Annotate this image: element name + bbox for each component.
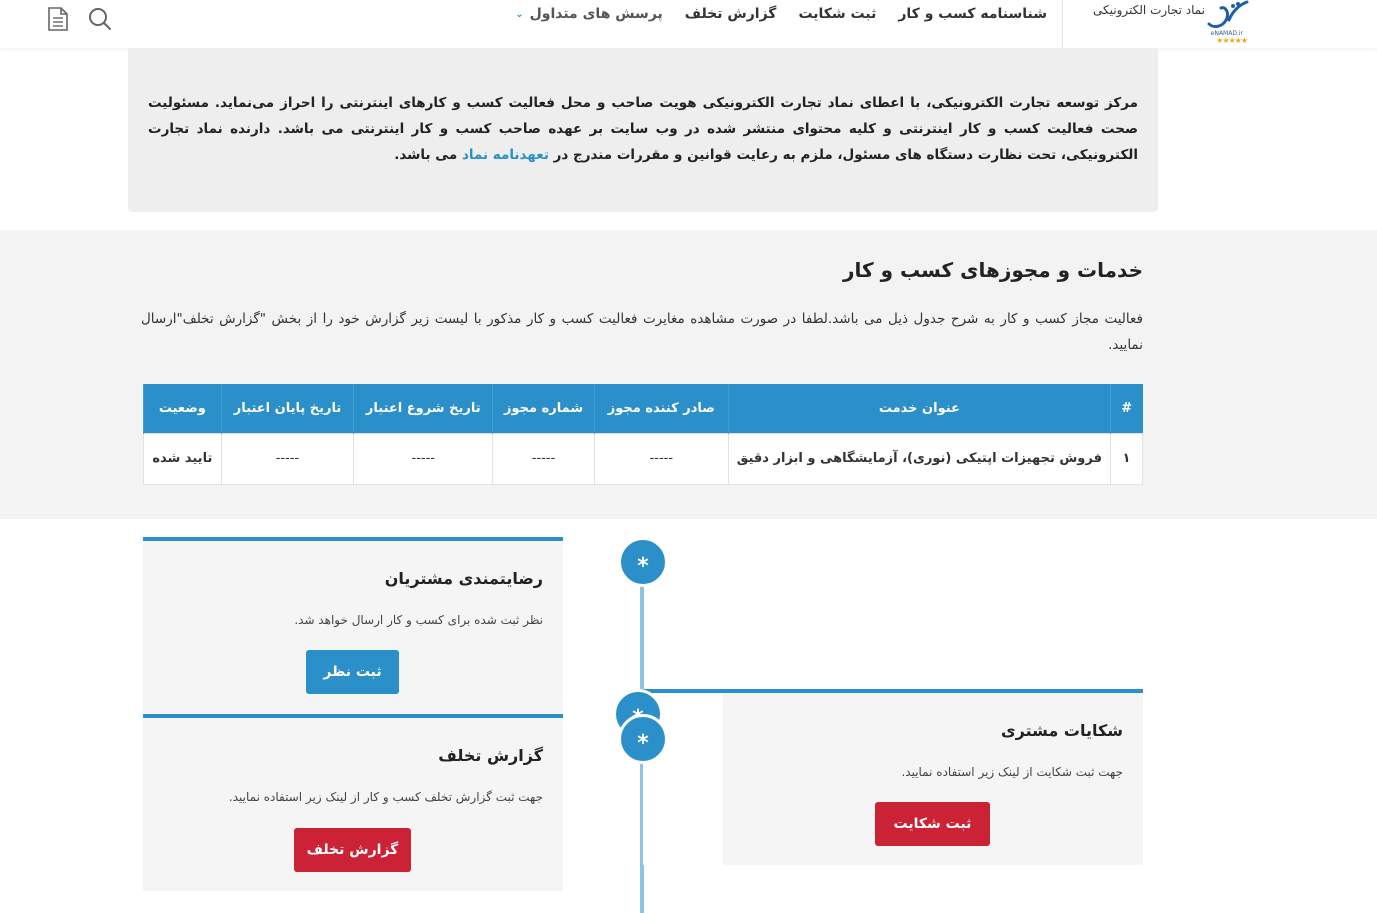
rating-stars: ★★★★★ [1216, 36, 1247, 45]
complaints-desc: جهت ثبت شکایت از لینک زیر استفاده نمایید. [901, 765, 1123, 779]
satisfaction-card [143, 537, 563, 713]
cell-license-number: ----- [493, 433, 595, 484]
main-nav [493, 6, 1047, 22]
info-text-end: می باشد. [394, 147, 462, 163]
nav-faq-label: پرسش های متداول [529, 6, 663, 22]
col-status: وضعیت [144, 384, 222, 433]
submit-feedback-button[interactable]: ثبت نظر [306, 650, 399, 694]
nav-violation-report[interactable]: گزارش تخلف [684, 6, 777, 22]
satisfaction-desc: نظر ثبت شده برای کسب و کار ارسال خواهد شد. [294, 613, 543, 627]
timeline-dot-satisfaction: * [618, 537, 668, 587]
search-icon[interactable] [87, 6, 113, 32]
violation-title: گزارش تخلف [438, 746, 543, 765]
nav-faq-dropdown[interactable] [515, 6, 663, 22]
submit-complaint-button[interactable]: ثبت شکایت [875, 802, 990, 846]
services-title: خدمات و مجوزهای کسب و کار [843, 258, 1143, 282]
table-row [144, 433, 1143, 484]
info-text-start: مرکز توسعه تجارت الکترونیکی، با اعطای نماد تجارت الکترونیکی هویت صاحب و محل فعالیت کسب و کارهای اینترنتی را احراز می‌نماید. مسئولیت صحت فعالیت کسب و کار اینترنتی و کلیه محتوای منتشر شده در وب سایت بر عهده صاحب کسب و کار اینترنتی می باشد. دارنده نماد تجارت الکترونیکی، تحت نظارت دستگاه های مسئول، ملزم به رعایت قوانین و مقررات مندرج در [148, 95, 1138, 163]
logo-text: نماد تجارت الکترونیکی [1093, 3, 1205, 17]
cell-issuer: ----- [594, 433, 728, 484]
site-header [0, 0, 1377, 48]
enamad-info-box [128, 48, 1158, 212]
commitment-link[interactable]: تعهدنامه نماد [461, 147, 549, 163]
cell-end-date: ----- [221, 433, 354, 484]
cell-start-date: ----- [354, 433, 493, 484]
nav-business-profile[interactable]: شناسنامه کسب و کار [898, 6, 1047, 22]
satisfaction-title: رضایتمندی مشتریان [384, 569, 543, 588]
services-table [143, 384, 1143, 485]
services-description: فعالیت مجاز کسب و کار به شرح جدول ذیل می باشد.لطفا در صورت مشاهده مغایرت فعالیت کسب و کار مذکور با لیست زیر گزارش خود را از بخش "گزارش تخلف"ارسال نمایید. [141, 311, 1143, 353]
chevron-down-icon: ⌄ [515, 8, 524, 20]
logo-subtext: eNAMAD.ir [1210, 30, 1243, 37]
violation-desc: جهت ثبت گزارش تخلف کسب و کار از لینک زیر استفاده نمایید. [228, 790, 543, 804]
col-issuer: صادر کننده مجوز [594, 384, 728, 433]
col-service-title: عنوان خدمت [728, 384, 1110, 433]
col-index: # [1110, 384, 1142, 433]
col-start-date: تاریخ شروع اعتبار [354, 384, 493, 433]
report-violation-button[interactable]: گزارش تخلف [294, 828, 411, 872]
table-header-row [144, 384, 1143, 433]
document-icon[interactable] [45, 6, 71, 32]
cell-service-title: فروش تجهیزات اپتیکی (نوری)، آزمایشگاهی و ابزار دقیق [728, 433, 1110, 484]
timeline-dot-violation: * [618, 714, 668, 764]
complaints-title: شکایات مشتری [1000, 721, 1123, 740]
nav-complaint[interactable]: ثبت شکایت [798, 6, 877, 22]
cell-status: تایید شده [144, 433, 222, 484]
complaints-card [643, 689, 1143, 865]
header-divider [1062, 0, 1063, 48]
col-license-number: شماره مجوز [493, 384, 595, 433]
enamad-logo[interactable] [1087, 0, 1249, 48]
services-section [0, 230, 1377, 519]
cell-index: ۱ [1110, 433, 1142, 484]
col-end-date: تاریخ پایان اعتبار [221, 384, 354, 433]
violation-card [143, 714, 563, 891]
info-paragraph [148, 90, 1138, 168]
